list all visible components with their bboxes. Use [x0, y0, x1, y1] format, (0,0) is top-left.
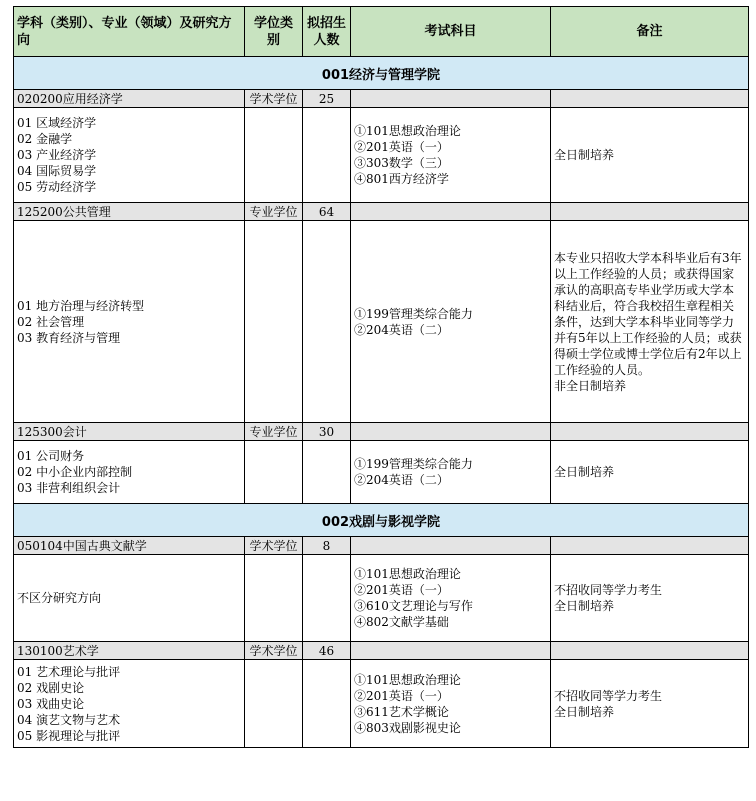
program-quota: 25 — [303, 90, 351, 108]
program-detail-row — [14, 441, 749, 504]
header-quota: 拟招生人数 — [303, 7, 351, 57]
program-code-name: 020200应用经济学 — [14, 90, 245, 108]
research-directions: 不区分研究方向 — [14, 555, 245, 642]
program-detail-row — [14, 660, 749, 748]
exam-subjects: ①199管理类综合能力 ②204英语（二） — [351, 221, 551, 423]
header-exams: 考试科目 — [351, 7, 551, 57]
header-notes: 备注 — [551, 7, 749, 57]
exam-subjects: ①101思想政治理论 ②201英语（一） ③610文艺理论与写作 ④802文献学基础 — [351, 555, 551, 642]
exam-subjects: ①101思想政治理论 ②201英语（一） ③611艺术学概论 ④803戏剧影视史论 — [351, 660, 551, 748]
program-degree-type: 学术学位 — [245, 537, 303, 555]
admissions-table — [13, 6, 749, 748]
college-row — [14, 504, 749, 537]
program-detail-row — [14, 221, 749, 423]
research-directions: 01 艺术理论与批评 02 戏剧史论 03 戏曲史论 04 演艺文物与艺术 05 影视理论与批评 — [14, 660, 245, 748]
program-row — [14, 642, 749, 660]
college-name: 002戏剧与影视学院 — [14, 504, 749, 537]
program-quota: 64 — [303, 203, 351, 221]
program-code-name: 125200公共管理 — [14, 203, 245, 221]
program-code-name: 050104中国古典文献学 — [14, 537, 245, 555]
program-row — [14, 203, 749, 221]
program-degree-type: 学术学位 — [245, 642, 303, 660]
program-degree-type: 专业学位 — [245, 203, 303, 221]
program-degree-type: 专业学位 — [245, 423, 303, 441]
program-notes: 本专业只招收大学本科毕业后有3年以上工作经验的人员；或获得国家承认的高职高专毕业学历或大学本科结业后，符合我校招生章程相关条件，达到大学本科毕业同等学力并有5年以上工作经验的人员；或获得硕士学位或博士学位后有2年以上工作经验的人员。 非全日制培养 — [551, 221, 749, 423]
program-row — [14, 423, 749, 441]
program-degree-type: 学术学位 — [245, 90, 303, 108]
research-directions: 01 地方治理与经济转型 02 社会管理 03 教育经济与管理 — [14, 221, 245, 423]
program-quota: 30 — [303, 423, 351, 441]
program-notes: 全日制培养 — [551, 108, 749, 203]
program-notes: 不招收同等学力考生 全日制培养 — [551, 660, 749, 748]
program-detail-row — [14, 555, 749, 642]
research-directions: 01 区域经济学 02 金融学 03 产业经济学 04 国际贸易学 05 劳动经济学 — [14, 108, 245, 203]
program-notes: 全日制培养 — [551, 441, 749, 504]
research-directions: 01 公司财务 02 中小企业内部控制 03 非营利组织会计 — [14, 441, 245, 504]
exam-subjects: ①199管理类综合能力 ②204英语（二） — [351, 441, 551, 504]
program-code-name: 130100艺术学 — [14, 642, 245, 660]
program-quota: 46 — [303, 642, 351, 660]
program-row — [14, 90, 749, 108]
college-name: 001经济与管理学院 — [14, 57, 749, 90]
program-row — [14, 537, 749, 555]
header-degree-type: 学位类别 — [245, 7, 303, 57]
program-notes: 不招收同等学力考生 全日制培养 — [551, 555, 749, 642]
college-row — [14, 57, 749, 90]
header-discipline: 学科（类别）、专业（领域）及研究方向 — [14, 7, 245, 57]
exam-subjects: ①101思想政治理论 ②201英语（一） ③303数学（三） ④801西方经济学 — [351, 108, 551, 203]
program-quota: 8 — [303, 537, 351, 555]
program-detail-row — [14, 108, 749, 203]
program-code-name: 125300会计 — [14, 423, 245, 441]
header-row — [14, 7, 749, 57]
